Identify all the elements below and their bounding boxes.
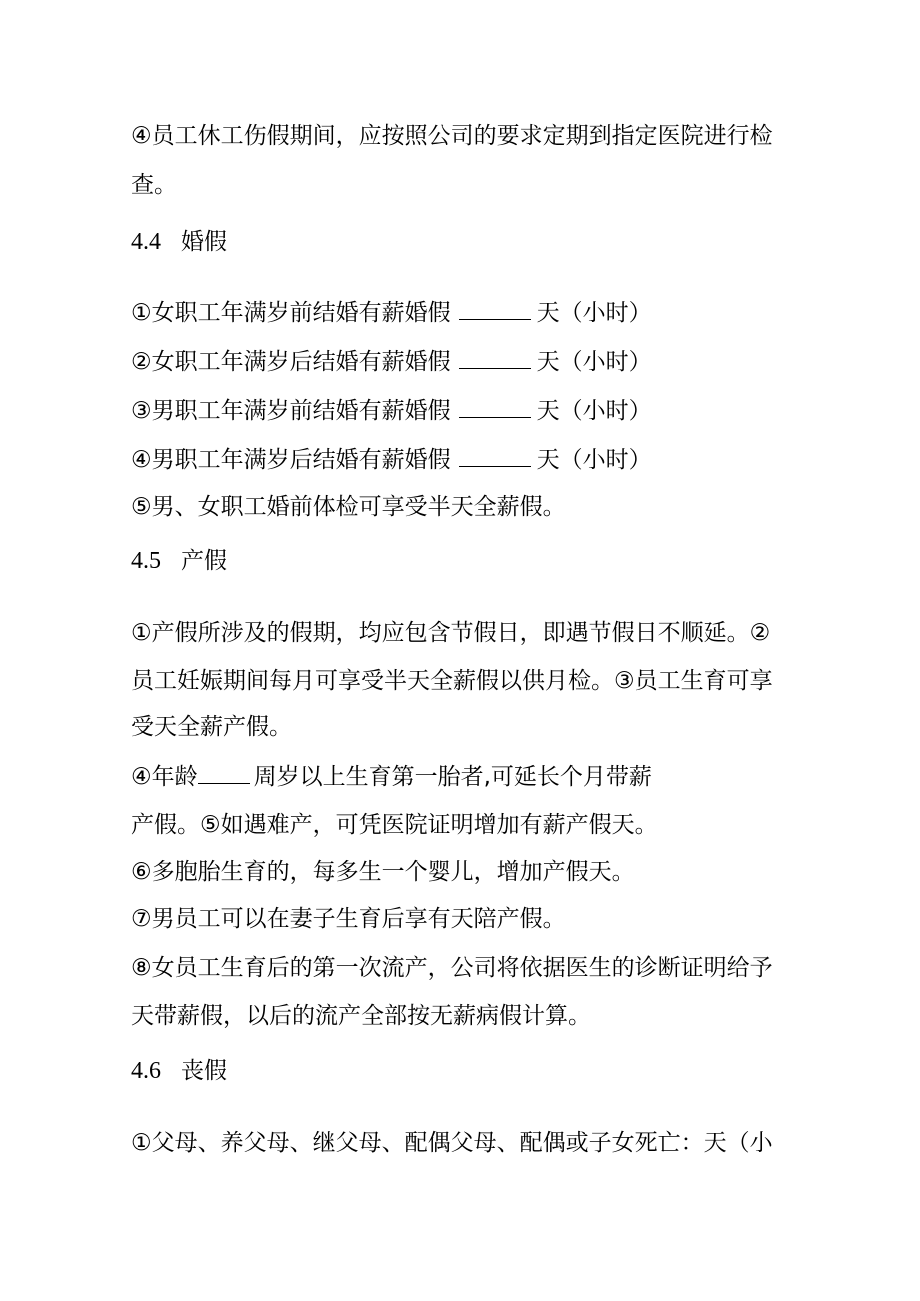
fill-in-blank xyxy=(459,346,531,369)
list-item xyxy=(131,761,652,792)
list-item: ⑦男员工可以在妻子生育后享有天陪产假。 xyxy=(131,906,566,932)
section-heading-4-5 xyxy=(131,546,227,576)
item-unit: 天（小时） xyxy=(536,447,652,473)
item-text: ④男职工年满岁后结婚有薪婚假 xyxy=(131,447,451,473)
list-item: ⑥多胞胎生育的，每多生一个婴儿，增加产假天。 xyxy=(131,859,635,885)
item-text: ④年龄 xyxy=(131,764,198,790)
paragraph-line: 天带薪假，以后的流产全部按无薪病假计算。 xyxy=(131,1003,591,1029)
list-item xyxy=(131,395,652,426)
section-title: 产假 xyxy=(181,548,227,574)
fill-in-blank xyxy=(459,444,531,467)
item-text: ③男职工年满岁前结婚有薪婚假 xyxy=(131,398,451,424)
item-unit: 天（小时） xyxy=(536,398,652,424)
list-item xyxy=(131,346,652,377)
item-text: 周岁以上生育第一胎者,可延长个月带薪 xyxy=(253,764,652,790)
fill-in-blank xyxy=(198,761,250,784)
paragraph-line: 产假。⑤如遇难产，可凭医院证明增加有薪产假天。 xyxy=(131,812,658,838)
section-number: 4.6 xyxy=(131,1058,161,1084)
section-heading-4-6 xyxy=(131,1056,227,1086)
section-heading-4-4 xyxy=(131,227,227,257)
list-item: ⑤男、女职工婚前体检可享受半天全薪假。 xyxy=(131,494,566,520)
paragraph-line: 员工妊娠期间每月可享受半天全薪假以供月检。③员工生育可享 xyxy=(131,668,773,694)
item-unit: 天（小时） xyxy=(536,300,652,326)
section-number: 4.4 xyxy=(131,229,161,255)
section-title: 婚假 xyxy=(181,229,227,255)
paragraph-line: 查。 xyxy=(131,172,177,198)
paragraph-line: ④员工休工伤假期间，应按照公司的要求定期到指定医院进行检 xyxy=(131,123,773,149)
section-number: 4.5 xyxy=(131,548,161,574)
section-title: 丧假 xyxy=(181,1058,227,1084)
list-item xyxy=(131,444,652,475)
fill-in-blank xyxy=(459,395,531,418)
fill-in-blank xyxy=(459,297,531,320)
item-text: ①女职工年满岁前结婚有薪婚假 xyxy=(131,300,451,326)
paragraph-line: 受天全薪产假。 xyxy=(131,714,292,740)
list-item xyxy=(131,297,652,328)
list-item: ⑧女员工生育后的第一次流产，公司将依据医生的诊断证明给予 xyxy=(131,955,773,981)
item-unit: 天（小时） xyxy=(536,349,652,375)
list-item: ①父母、养父母、继父母、配偶父母、配偶或子女死亡：天（小 xyxy=(131,1130,773,1156)
paragraph-line: ①产假所涉及的假期，均应包含节假日，即遇节假日不顺延。② xyxy=(131,620,771,646)
item-text: ②女职工年满岁后结婚有薪婚假 xyxy=(131,349,451,375)
